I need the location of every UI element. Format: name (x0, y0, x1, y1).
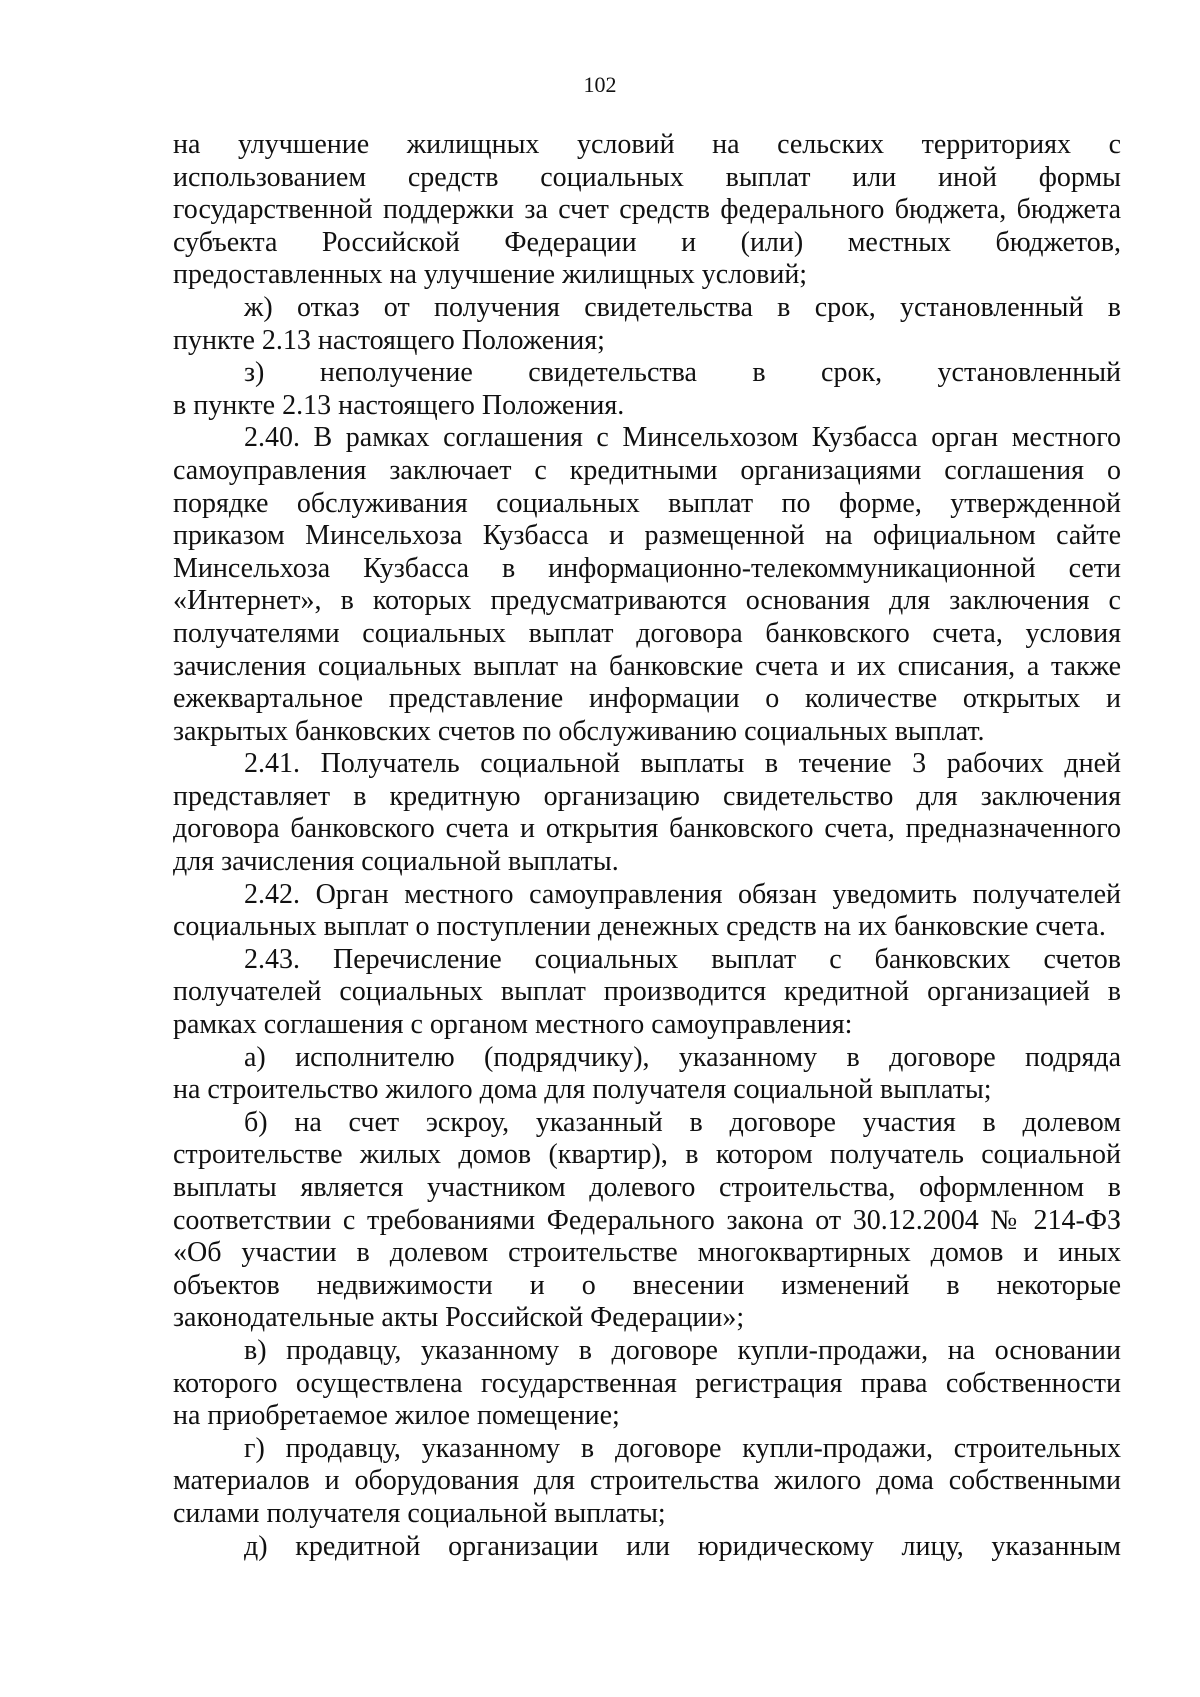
text-line: порядке обслуживания социальных выплат по форме, утвержденной (173, 487, 1121, 519)
text-line: материалов и оборудования для строительства жилого дома собственными (173, 1465, 1121, 1497)
paragraph (173, 292, 1121, 357)
text-line: 2.41. Получатель социальной выплаты в течение 3 рабочих дней (244, 748, 1121, 780)
text-line: социальных выплат о поступлении денежных средств на их банковские счета. (173, 911, 1106, 943)
text-line: д) кредитной организации или юридическому лицу, указанным (244, 1530, 1121, 1562)
text-line: а) исполнителю (подрядчику), указанному в договоре подряда (244, 1041, 1121, 1073)
text-line: субъекта Российской Федерации и (или) местных бюджетов, (173, 226, 1121, 258)
text-line: которого осуществлена государственная регистрация права собственности (173, 1367, 1121, 1399)
text-line: представляет в кредитную организацию свидетельство для заключения (173, 780, 1121, 812)
text-line: рамках соглашения с органом местного самоуправления: (173, 1009, 853, 1041)
text-line: закрытых банковских счетов по обслуживанию социальных выплат. (173, 715, 985, 747)
text-line: государственной поддержки за счет средств федерального бюджета, бюджета (173, 194, 1121, 226)
text-line: строительстве жилых домов (квартир), в котором получатель социальной (173, 1139, 1121, 1171)
text-line: на улучшение жилищных условий на сельских территориях с (173, 129, 1121, 160)
text-line: зачисления социальных выплат на банковские счета и их списания, а также (173, 650, 1121, 682)
paragraph (173, 1433, 1121, 1531)
text-line: самоуправления заключает с кредитными организациями соглашения о (173, 454, 1121, 486)
text-line: пункте 2.13 настоящего Положения; (173, 324, 605, 356)
text-line: на приобретаемое жилое помещение; (173, 1400, 620, 1432)
text-line: в) продавцу, указанному в договоре купли-продажи, на основании (244, 1334, 1121, 1366)
text-line: законодательные акты Российской Федерации»; (173, 1302, 745, 1334)
paragraph (173, 748, 1121, 878)
text-line: договора банковского счета и открытия банковского счета, предназначенного (173, 813, 1121, 845)
text-line: силами получателя социальной выплаты; (173, 1497, 666, 1529)
text-line: 2.40. В рамках соглашения с Минсельхозом Кузбасса орган местного (244, 422, 1121, 454)
paragraph (173, 1531, 1121, 1564)
text-line: 2.43. Перечисление социальных выплат с банковских счетов (244, 943, 1121, 975)
text-line: г) продавцу, указанному в договоре купли-продажи, строительных (244, 1432, 1121, 1464)
text-line: на строительство жилого дома для получателя социальной выплаты; (173, 1074, 992, 1106)
text-line: в пункте 2.13 настоящего Положения. (173, 389, 625, 421)
text-line: получателями социальных выплат договора банковского счета, условия (173, 617, 1121, 649)
text-line: Минсельхоза Кузбасса в информационно-телекоммуникационной сети (173, 552, 1121, 584)
text-line: ежеквартальное представление информации о количестве открытых и (173, 683, 1121, 715)
text-line: з) неполучение свидетельства в срок, установленный (244, 357, 1121, 389)
text-line: «Интернет», в которых предусматриваются основания для заключения с (173, 585, 1121, 617)
text-line: выплаты является участником долевого строительства, оформленном в (173, 1172, 1121, 1203)
text-line: использованием средств социальных выплат или иной формы (173, 161, 1121, 193)
text-line: предоставленных на улучшение жилищных условий; (173, 259, 808, 291)
paragraph (173, 1335, 1121, 1433)
text-line: ж) отказ от получения свидетельства в срок, установленный в (244, 291, 1121, 323)
paragraph (173, 129, 1121, 292)
text-line: соответствии с требованиями Федерального закона от 30.12.2004 № 214-ФЗ (173, 1204, 1121, 1236)
text-line: 2.42. Орган местного самоуправления обязан уведомить получателей (244, 878, 1121, 910)
text-line: получателей социальных выплат производится кредитной организацией в (173, 976, 1121, 1008)
text-line: для зачисления социальной выплаты. (173, 846, 619, 878)
text-line: приказом Минсельхоза Кузбасса и размещенной на официальном сайте (173, 520, 1121, 552)
paragraph (173, 944, 1121, 1042)
paragraph (173, 422, 1121, 748)
page-number: 102 (583, 72, 617, 97)
text-line: объектов недвижимости и о внесении изменений в некоторые (173, 1269, 1121, 1301)
text-line: «Об участии в долевом строительстве многоквартирных домов и иных (173, 1237, 1121, 1269)
document-body (173, 129, 1121, 1563)
paragraph (173, 1042, 1121, 1107)
paragraph (173, 357, 1121, 422)
paragraph (173, 1107, 1121, 1335)
paragraph (173, 879, 1121, 944)
text-line: б) на счет эскроу, указанный в договоре участия в долевом (244, 1106, 1121, 1138)
